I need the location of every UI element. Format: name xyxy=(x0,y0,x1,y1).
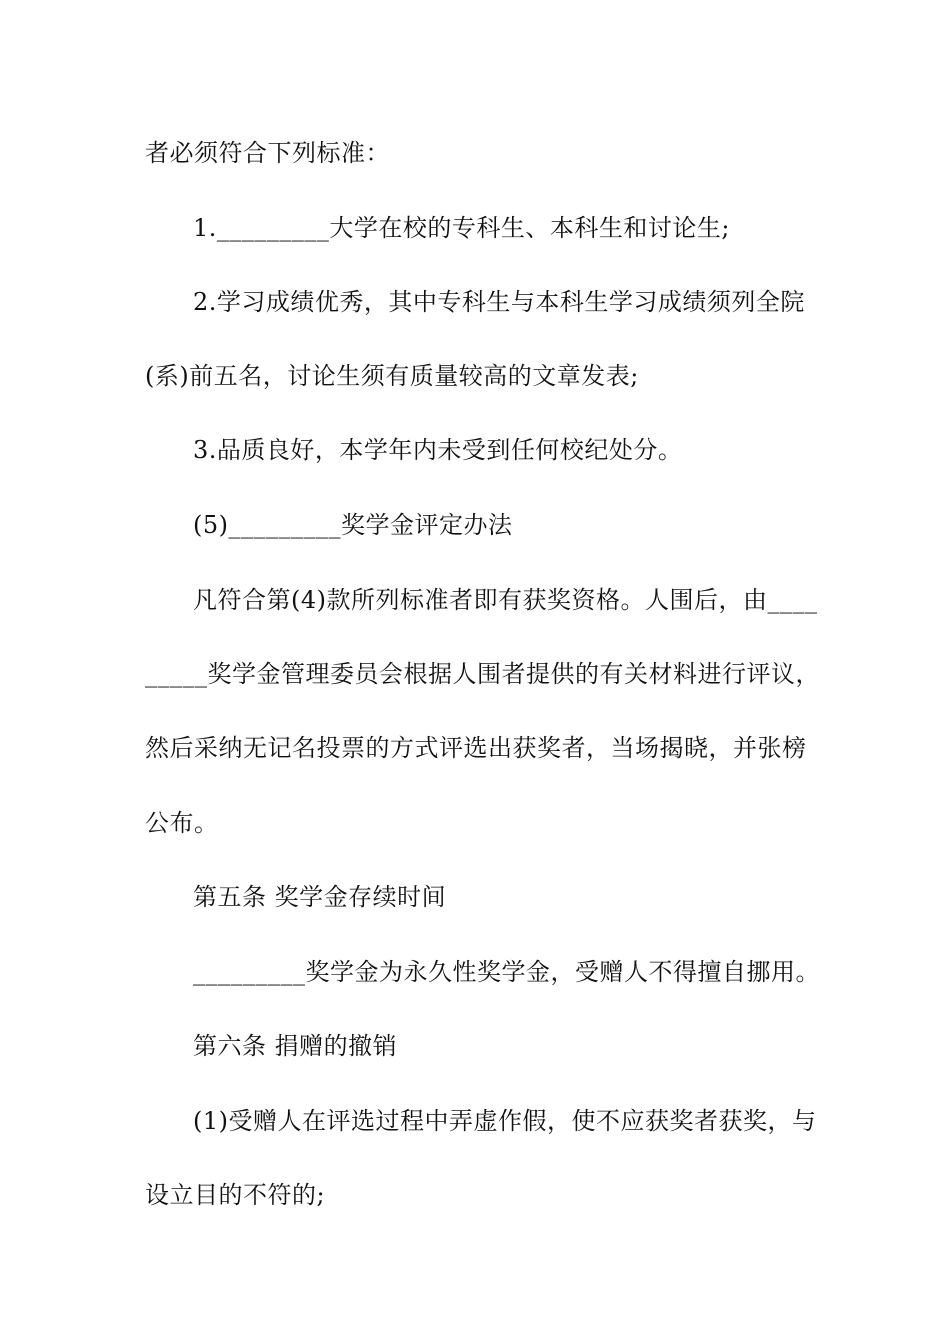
text-line: _________奖学金为永久性奖学金，受赠人不得擅自挪用。 xyxy=(193,958,820,986)
text-line: 然后采纳无记名投票的方式评选出获奖者，当场揭晓，并张榜 xyxy=(145,734,807,762)
text-line: 1._________大学在校的专科生、本科生和讨论生; xyxy=(193,214,730,242)
text-line: (系)前五名，讨论生须有质量较高的文章发表; xyxy=(145,362,639,390)
text-line: 2.学习成绩优秀，其中专科生与本科生学习成绩须列全院 xyxy=(193,288,805,316)
text-line: 凡符合第(4)款所列标准者即有获奖资格。人围后，由____ xyxy=(193,586,818,614)
text-line: 公布。 xyxy=(145,809,219,837)
article-heading: 第五条 奖学金存续时间 xyxy=(193,883,447,911)
section-heading: (5)_________奖学金评定办法 xyxy=(193,511,513,539)
text-line: _____奖学金管理委员会根据人围者提供的有关材料进行评议， xyxy=(145,660,820,688)
text-line: (1)受赠人在评选过程中弄虚作假，使不应获奖者获奖，与 xyxy=(193,1107,817,1135)
article-heading: 第六条 捐赠的撤销 xyxy=(193,1032,398,1060)
text-line: 3.品质良好，本学年内未受到任何校纪处分。 xyxy=(193,436,683,464)
text-line: 设立目的不符的; xyxy=(145,1181,326,1209)
text-line: 者必须符合下列标准： xyxy=(145,139,390,167)
